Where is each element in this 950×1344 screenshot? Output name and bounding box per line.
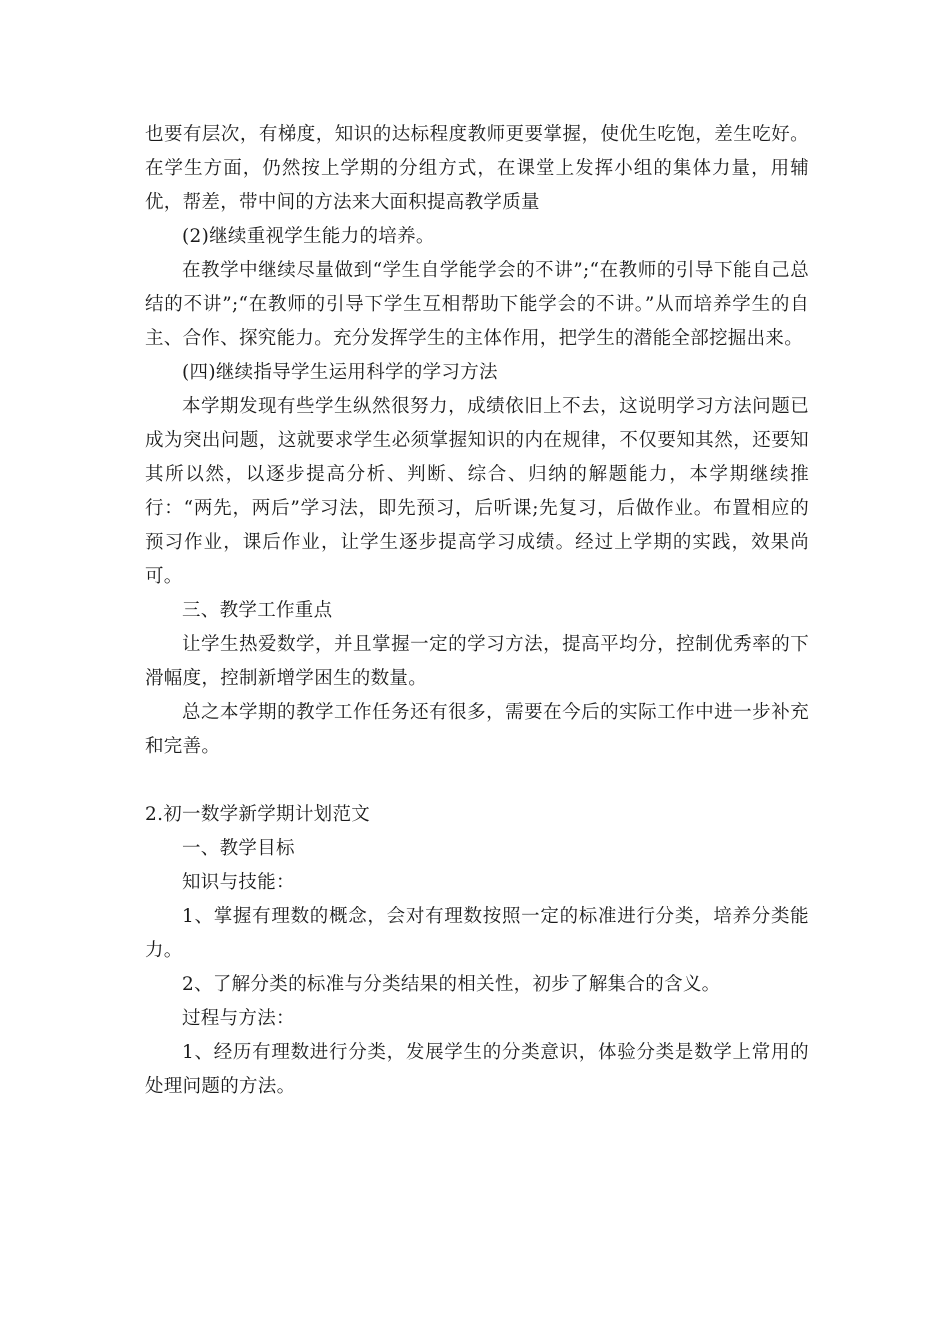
section-title: 2.初一数学新学期计划范文	[145, 804, 371, 825]
section-paragraph-2: 知识与技能：	[182, 872, 295, 893]
paragraph-3: 在教学中继续尽量做到“学生自学能学会的不讲”;“在教师的引导下能自己总结的不讲”;“在教师的引导下学生互相帮助下能学会的不讲。”从而培养学生的自主、合作、探究能力。充分发挥学生的主体作用，把学生的潜能全部挖掘出来。	[145, 260, 809, 349]
paragraph-8: 总之本学期的教学工作任务还有很多，需要在今后的实际工作中进一步补充和完善。	[145, 702, 809, 757]
section-paragraph-3: 1、掌握有理数的概念，会对有理数按照一定的标准进行分类，培养分类能力。	[145, 906, 809, 961]
paragraph-7: 让学生热爱数学，并且掌握一定的学习方法，提高平均分，控制优秀率的下滑幅度，控制新增学困生的数量。	[145, 634, 809, 689]
section-paragraph-4: 2、了解分类的标准与分类结果的相关性，初步了解集合的含义。	[182, 974, 721, 995]
document-body	[145, 118, 809, 1104]
paragraph-2: (2)继续重视学生能力的培养。	[182, 226, 435, 247]
paragraph-6: 三、教学工作重点	[182, 600, 333, 621]
section-paragraph-5: 过程与方法：	[182, 1008, 295, 1029]
section-paragraph-6: 1、经历有理数进行分类，发展学生的分类意识，体验分类是数学上常用的处理问题的方法。	[145, 1042, 809, 1097]
paragraph-5: 本学期发现有些学生纵然很努力，成绩依旧上不去，这说明学习方法问题已成为突出问题，这就要求学生必须掌握知识的内在规律，不仅要知其然，还要知其所以然，以逐步提高分析、判断、综合、归纳的解题能力，本学期继续推行：“两先，两后”学习法，即先预习，后听课;先复习，后做作业。布置相应的预习作业，课后作业，让学生逐步提高学习成绩。经过上学期的实践，效果尚可。	[145, 396, 809, 587]
paragraph-4: (四)继续指导学生运用科学的学习方法	[182, 362, 498, 383]
paragraph-1: 也要有层次，有梯度，知识的达标程度教师更要掌握，使优生吃饱，差生吃好。在学生方面，仍然按上学期的分组方式，在课堂上发挥小组的集体力量，用辅优，帮差，带中间的方法来大面积提高教学质量	[145, 124, 809, 213]
section-paragraph-1: 一、教学目标	[182, 838, 295, 859]
